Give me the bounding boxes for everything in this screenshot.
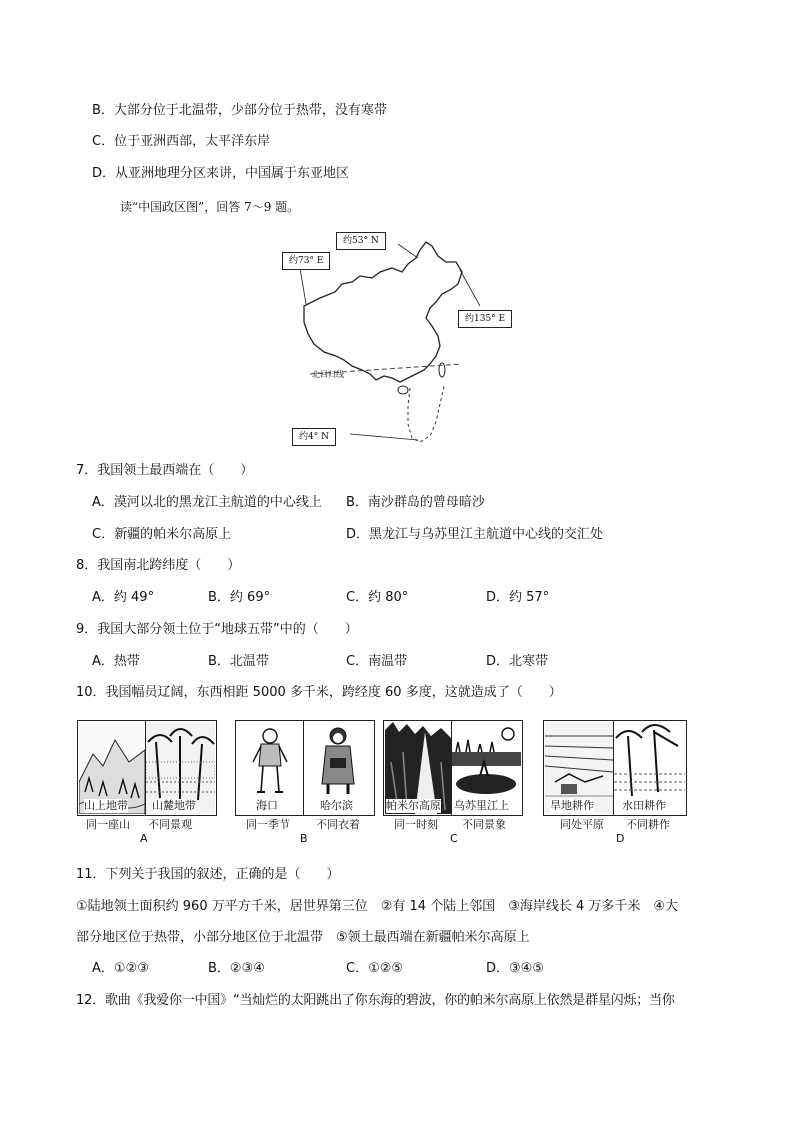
q11-option-b: B．②③④ bbox=[208, 961, 265, 976]
panel-a-letter: A bbox=[140, 832, 148, 845]
q8-stem: 8．我国南北跨纬度（ ） bbox=[76, 558, 241, 573]
q11-option-c: C．①②⑤ bbox=[346, 961, 404, 976]
q9-option-a: A．热带 bbox=[92, 654, 140, 669]
q9-option-c: C．南温带 bbox=[346, 654, 408, 669]
q9-option-b: B．北温带 bbox=[208, 654, 269, 669]
callout-135e: 约135° E bbox=[458, 310, 512, 328]
callout-73e: 约73° E bbox=[282, 252, 330, 270]
q11-statements-line1: ①陆地领土面积约 960 万平方千米，居世界第三位 ②有 14 个陆上邻国 ③海岸线长 4 万多千米 ④大 bbox=[76, 899, 679, 914]
q8-option-b: B．约 69° bbox=[208, 590, 271, 605]
q10-panel-a bbox=[77, 720, 217, 816]
q9-option-d: D．北寒带 bbox=[486, 654, 549, 669]
q11-stem: 11．下列关于我国的叙述，正确的是（ ） bbox=[76, 867, 340, 882]
panel-b-divider bbox=[303, 721, 304, 815]
tropic-label: 北回归线 bbox=[312, 370, 344, 379]
q7-option-a: A．漠河以北的黑龙江主航道的中心线上 bbox=[92, 495, 322, 510]
panel-c-caption-left: 同一时刻 bbox=[394, 818, 438, 831]
q11-statements-line2: 部分地区位于热带，小部分地区位于北温带 ⑤领土最西端在新疆帕米尔高原上 bbox=[76, 930, 530, 945]
panel-a-caption-left: 同一座山 bbox=[86, 818, 130, 831]
panel-b-left-label: 海口 bbox=[256, 799, 278, 812]
q6-option-c: C．位于亚洲西部，太平洋东岸 bbox=[92, 134, 271, 149]
q11-option-d: D．③④⑤ bbox=[486, 961, 544, 976]
q9-stem: 9．我国大部分领土位于“地球五带”中的（ ） bbox=[76, 622, 358, 637]
q6-option-b: B．大部分位于北温带，少部分位于热带，没有寒带 bbox=[92, 103, 387, 118]
panel-a-right-label: 山麓地带 bbox=[152, 799, 196, 812]
panel-c-divider bbox=[451, 721, 452, 815]
panel-d-letter: D bbox=[616, 832, 625, 845]
q10-stem: 10．我国幅员辽阔，东西相距 5000 多千米，跨经度 60 多度，这就造成了（ ） bbox=[76, 685, 562, 700]
map-intro: 读“中国政区图”，回答 7～9 题。 bbox=[120, 200, 300, 214]
panel-c-caption-right: 不同景象 bbox=[462, 818, 506, 831]
panel-c-right-label: 乌苏里江上 bbox=[454, 799, 509, 812]
q11-option-a: A．①②③ bbox=[92, 961, 149, 976]
panel-d-right-label: 水田耕作 bbox=[622, 799, 666, 812]
q8-option-c: C．约 80° bbox=[346, 590, 409, 605]
pointer-73e bbox=[300, 268, 306, 304]
q7-option-c: C．新疆的帕米尔高原上 bbox=[92, 527, 232, 542]
panel-a-divider bbox=[145, 721, 146, 815]
china-map-figure bbox=[280, 228, 516, 452]
q7-option-b: B．南沙群岛的曾母暗沙 bbox=[346, 495, 485, 510]
q10-panel-d bbox=[543, 720, 687, 816]
panel-d-caption-right: 不同耕作 bbox=[626, 818, 670, 831]
q10-panel-c bbox=[383, 720, 523, 816]
q10-panel-b bbox=[235, 720, 375, 816]
panel-b-caption-right: 不同衣着 bbox=[316, 818, 360, 831]
q8-option-d: D．约 57° bbox=[486, 590, 550, 605]
south-china-sea-boundary bbox=[408, 386, 444, 442]
panel-b-caption-left: 同一季节 bbox=[246, 818, 290, 831]
callout-53n: 约53° N bbox=[336, 232, 386, 250]
panel-a-left-label: 山上地带 bbox=[84, 799, 128, 812]
panel-d-caption-left: 同处平原 bbox=[560, 818, 604, 831]
panel-c-letter: C bbox=[450, 832, 458, 845]
q12-stem-line1: 12．歌曲《我爱你一中国》“当灿烂的太阳跳出了你东海的碧波，你的帕米尔高原上依然是群星闪烁；当你 bbox=[76, 993, 675, 1008]
q7-stem: 7．我国领土最西端在（ ） bbox=[76, 463, 254, 478]
panel-b-right-label: 哈尔滨 bbox=[320, 799, 353, 812]
panel-d-divider bbox=[613, 721, 614, 815]
q6-option-d: D．从亚洲地理分区来讲，中国属于东亚地区 bbox=[92, 166, 350, 181]
q7-option-d: D．黑龙江与乌苏里江主航道中心线的交汇处 bbox=[346, 527, 604, 542]
pointer-135e bbox=[460, 270, 480, 306]
callout-4n: 约4° N bbox=[292, 428, 336, 446]
panel-a-caption-right: 不同景观 bbox=[148, 818, 192, 831]
panel-b-letter: B bbox=[300, 832, 308, 845]
q8-option-a: A．约 49° bbox=[92, 590, 155, 605]
panel-c-left-label: 帕米尔高原 bbox=[386, 799, 441, 812]
pointer-53n bbox=[398, 244, 418, 258]
hainan-island bbox=[398, 386, 408, 394]
panel-d-left-label: 旱地耕作 bbox=[550, 799, 594, 812]
pointer-4n bbox=[350, 434, 418, 440]
